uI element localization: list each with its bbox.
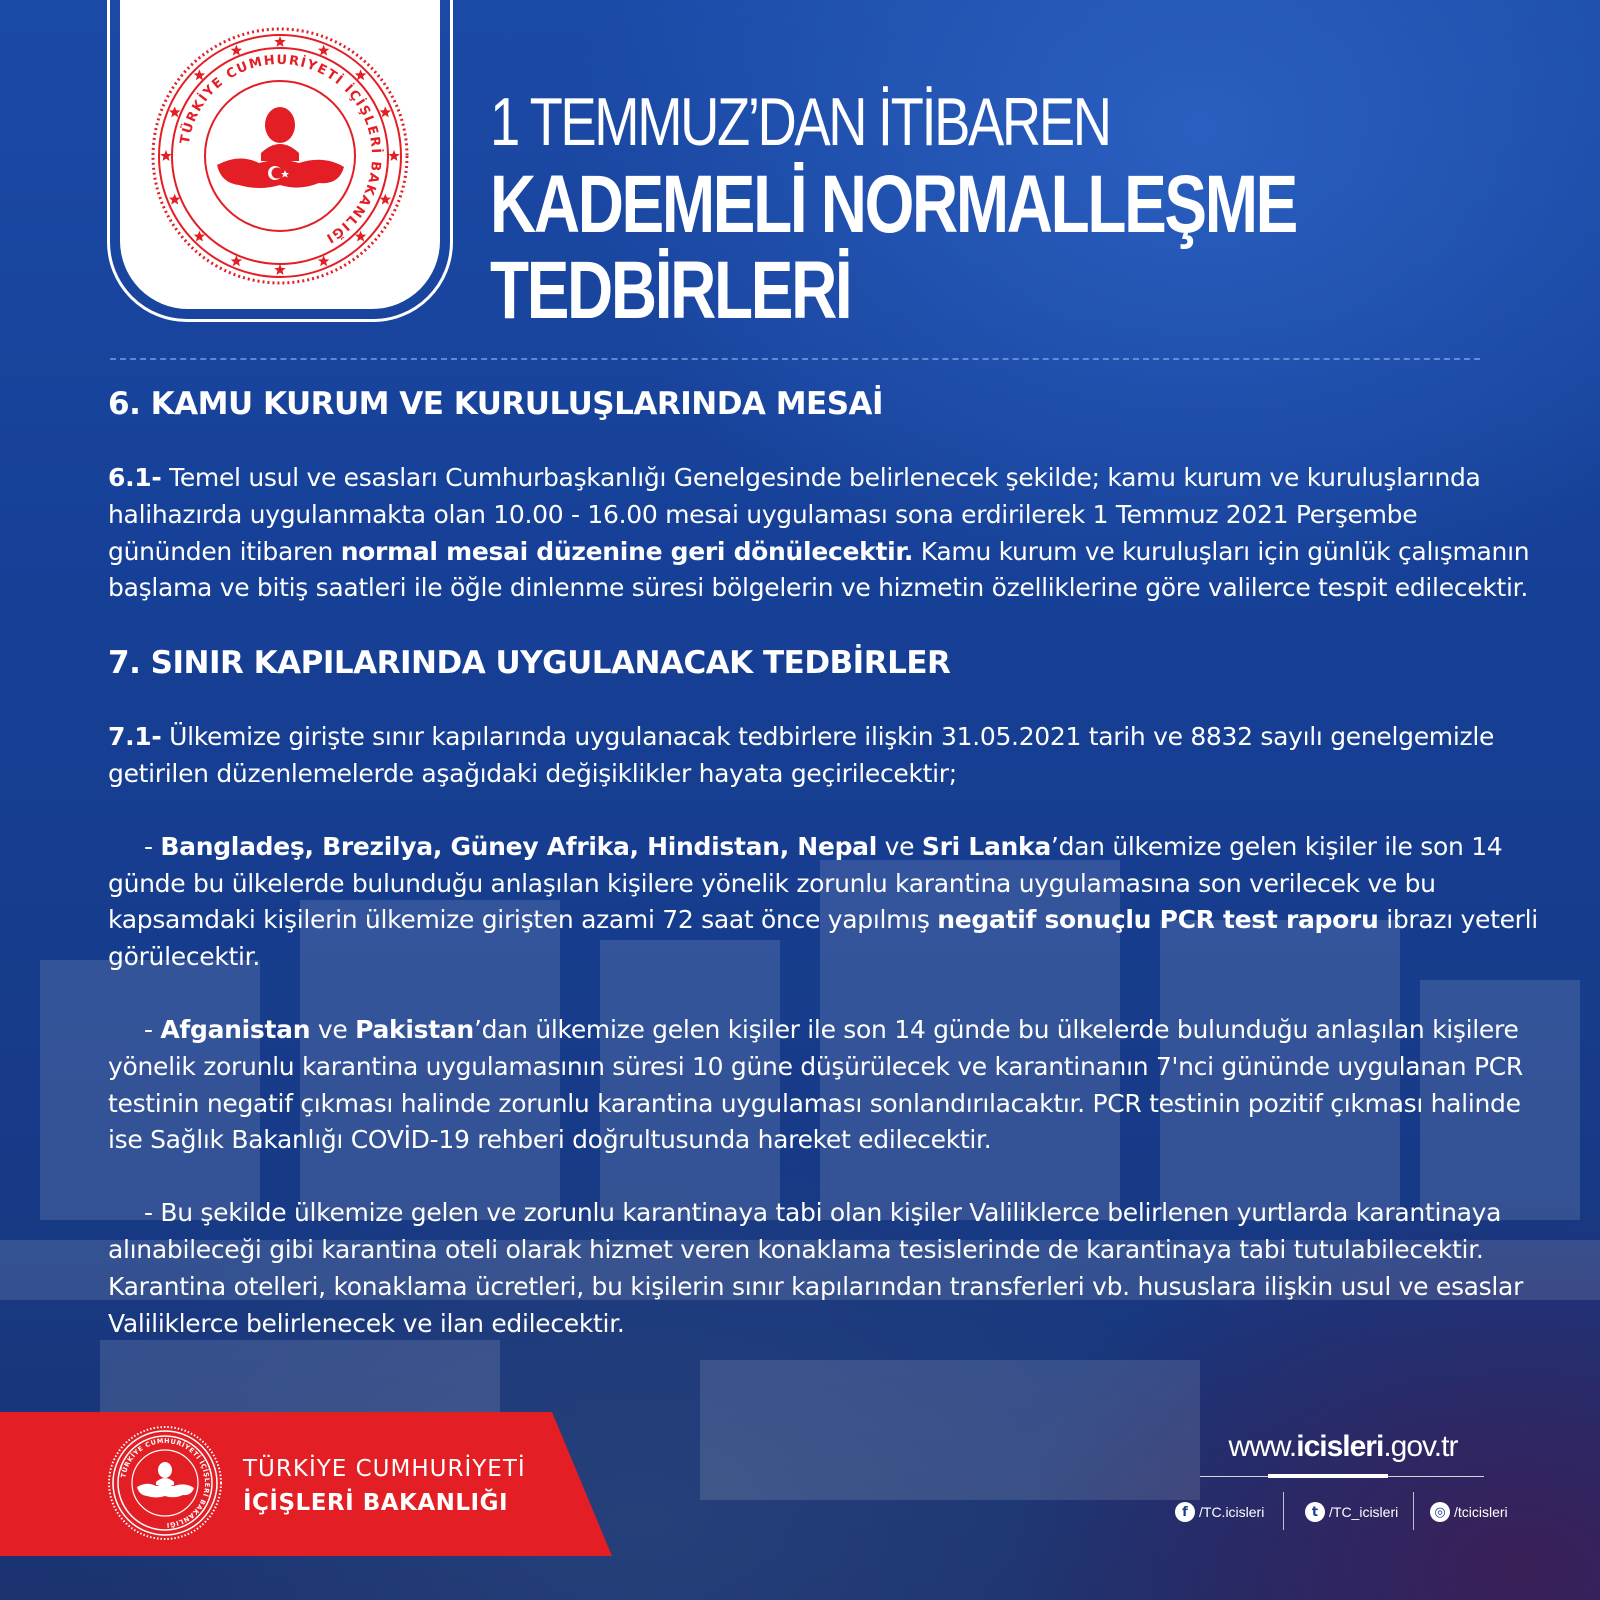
- instagram-icon: ◎: [1430, 1502, 1450, 1522]
- seal-star-icon: [318, 45, 329, 56]
- social-instagram[interactable]: [1430, 1492, 1508, 1532]
- social-separator: [1413, 1492, 1414, 1530]
- page-title: [490, 82, 1540, 334]
- seal-star-icon: [169, 106, 180, 117]
- bullet-quarantine-reduction: - Afganistan ve Pakistan’dan ülkemize gelen kişiler ile son 14 günde bu ülkelerde bulunduğu anlaşılan kişilere yönelik zorunlu karantina uygulamasının süresi 10 güne düşürülecek ve karantinanın 7'nci gününde uygulanan PCR testinin negatif çıkması halinde zorunlu karantina uygulaması sonlandırılacaktır. PCR testinin pozitif çıkması halinde ise Sağlık Bakanlığı COVİD-19 rehberi doğrultusunda hareket edilecektir.: [108, 1014, 1523, 1155]
- title-line-2: KADEMELİ NORMALLEŞME: [490, 159, 1296, 250]
- section-6-heading: 6. KAMU KURUM VE KURULUŞLARINDA MESAİ: [108, 386, 884, 422]
- website-underline-accent: [1268, 1474, 1388, 1478]
- ministry-name: [243, 1452, 526, 1520]
- seal-star-icon: [160, 150, 171, 161]
- bullet-quarantine-hotels: - Bu şekilde ülkemize gelen ve zorunlu karantinaya tabi olan kişiler Valiliklerce belirlenen yurtlarda karantinaya alınabileceği gibi karantina oteli olarak hizmet veren konaklama tesislerinde de karantinaya tabi tutulabilecektir. Karantina otelleri, konaklama ücretleri, bu kişilerin sınır kapılarından transferleri vb. hususlara ilişkin usul ve esaslar Valiliklerce belirlenecek ve ilan edilecektir.: [108, 1198, 1524, 1338]
- seal-star-icon: [231, 45, 242, 56]
- svg-text:TÜRKİYE CUMHURİYETİ İÇİŞLERİ B: TÜRKİYE CUMHURİYETİ İÇİŞLERİ BAKANLIĞI: [119, 1436, 212, 1530]
- ministry-logo-card: [107, 0, 453, 322]
- title-line-1: 1 TEMMUZ’DAN İTİBAREN: [490, 84, 1110, 160]
- main-content: [108, 382, 1548, 1342]
- seal-star-icon: [380, 106, 391, 117]
- seal-star-icon: [388, 150, 399, 161]
- seal-star-icon: [274, 36, 285, 47]
- facebook-handle: /TC.icisleri: [1199, 1504, 1265, 1520]
- paragraph-6-1: 6.1- Temel usul ve esasları Cumhurbaşkanlığı Genelgesinde belirlenecek şekilde; kamu kurum ve kuruluşlarında halihazırda uygulanmakta olan 10.00 - 16.00 mesai uygulaması sona erdirilerek 1 Temmuz 2021 Perşembe gününden itibaren normal mesai düzenine geri dönülecektir. Kamu kurum ve kuruluşları için günlük çalışmanın başlama ve bitiş saatleri ile öğle dinlenme süresi bölgelerin ve hizmetin özelliklerine göre valilerce tespit edilecektir.: [108, 463, 1530, 603]
- social-links: [1175, 1492, 1515, 1532]
- paragraph-number: 7.1-: [108, 722, 162, 752]
- social-twitter[interactable]: [1305, 1492, 1398, 1532]
- svg-text:TÜRKİYE CUMHURİYETİ İÇİŞLERİ B: TÜRKİYE CUMHURİYETİ İÇİŞLERİ BAKANLIĞI: [177, 52, 384, 247]
- paragraph-number: 6.1-: [108, 463, 162, 492]
- footer-seal-logo: [107, 1425, 223, 1545]
- ministry-name-line-1: TÜRKİYE CUMHURİYETİ: [243, 1456, 526, 1482]
- ministry-name-line-2: İÇİŞLERİ BAKANLIĞI: [243, 1490, 509, 1516]
- section-7-heading: 7. SINIR KAPILARINDA UYGULANACAK TEDBİRLER: [108, 645, 951, 682]
- facebook-icon: f: [1175, 1502, 1195, 1522]
- social-separator: [1283, 1492, 1284, 1530]
- ministry-seal-logo: [149, 25, 411, 287]
- dashed-divider: [110, 358, 1480, 360]
- bullet-quarantine-end: - Bangladeş, Brezilya, Güney Afrika, Hindistan, Nepal ve Sri Lanka’dan ülkemize gelen kişiler ile son 14 günde bu ülkelerde bulunduğu anlaşılan kişilere yönelik zorunlu karantina uygulamasına son verilecek ve bu kapsamdaki kişilerin ülkemize girişten azami 72 saat önce yapılmış negatif sonuçlu PCR test raporu ibrazı yeterli görülecektir.: [108, 831, 1538, 972]
- twitter-handle: /TC_icisleri: [1329, 1504, 1399, 1520]
- title-line-3: TEDBİRLERİ: [490, 245, 851, 336]
- website-link[interactable]: www.icisleri.gov.tr: [1228, 1430, 1458, 1463]
- seal-star-icon: [274, 264, 285, 275]
- instagram-handle: /tcicisleri: [1454, 1504, 1508, 1520]
- social-facebook[interactable]: [1175, 1492, 1264, 1532]
- paragraph-7-1: 7.1- Ülkemize girişte sınır kapılarında uygulanacak tedbirlere ilişkin 31.05.2021 tarih ve 8832 sayılı genelgemizle getirilen düzenlemelerde aşağıdaki değişiklikler hayata geçirilecektir;: [108, 722, 1495, 788]
- twitter-icon: t: [1305, 1502, 1325, 1522]
